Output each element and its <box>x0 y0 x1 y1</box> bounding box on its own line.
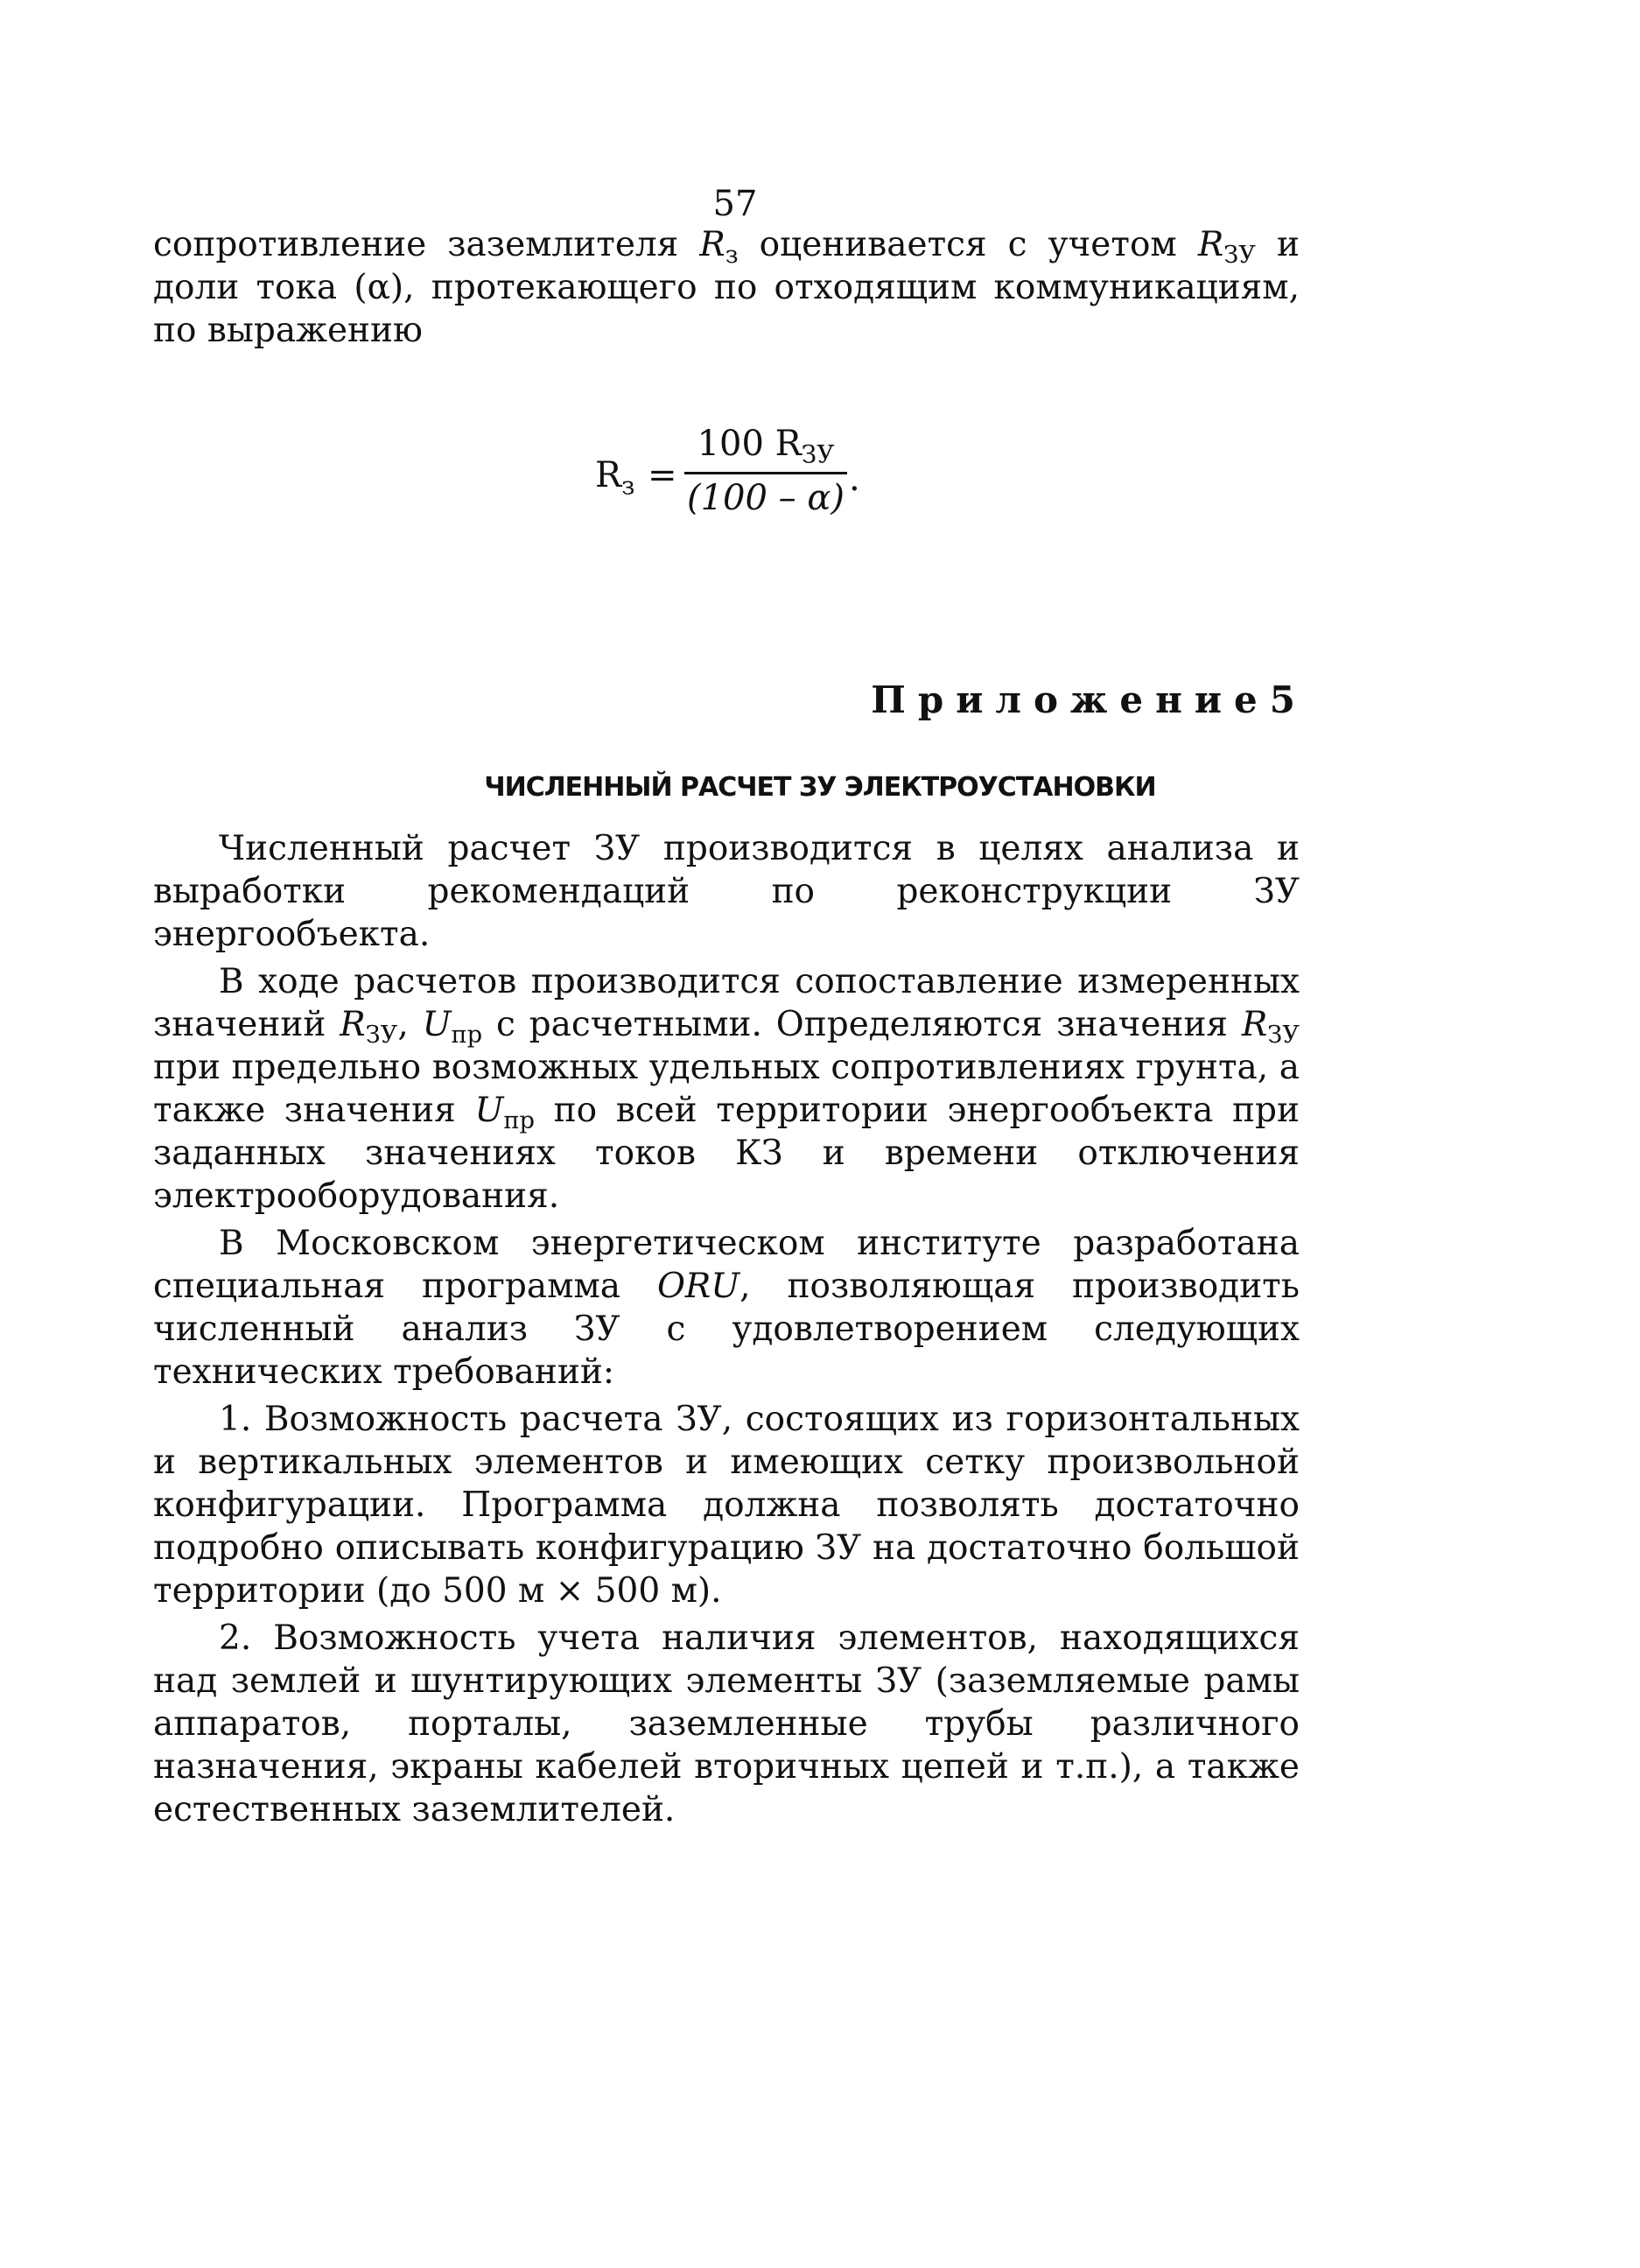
appendix-label: Приложение5 <box>871 678 1307 721</box>
body-text <box>153 827 1300 1831</box>
intro-text-2: оценивается с учетом <box>738 225 1198 264</box>
intro-paragraph <box>153 223 1300 352</box>
symbol-rzu: R <box>1197 225 1224 264</box>
formula-numerator: 100 $R_{ЗУ}$ <box>697 424 835 469</box>
formula-denominator: (100 – α) <box>687 478 845 518</box>
paragraph-4: 1. Возможность расчета ЗУ, состоящих из горизонтальных и вертикальных элементов и имеющих сетку произвольной конфигурации. Программа должна позволять достаточно подробно описывать конфигурацию ЗУ на достаточно большой территории (до 500 м × 500 м). <box>153 1400 1300 1611</box>
intro-text-1: сопротивление заземлителя <box>153 225 700 264</box>
symbol-r: R <box>699 225 725 264</box>
symbol-r-sub: з <box>725 242 739 270</box>
paragraph-1: Численный расчет ЗУ производится в целях анализа и выработки рекомендаций по реконструкции ЗУ энергообъекта. <box>153 829 1300 954</box>
formula-lhs: $R_з$ <box>595 455 635 501</box>
symbol-rzu-sub: ЗУ <box>1223 242 1256 270</box>
page-number: 57 <box>712 184 758 224</box>
section-title: ЧИСЛЕННЫЙ РАСЧЕТ ЗУ ЭЛЕКТРОУСТАНОВКИ <box>484 772 1156 803</box>
formula <box>595 424 910 537</box>
formula-period: . <box>849 459 860 499</box>
paragraph-5: 2. Возможность учета наличия элементов, находящихся над землей и шунтирующих элементы ЗУ (заземляемые рамы аппаратов, порталы, заземленные трубы различного назначения, экраны кабелей вторичных цепей и т.п.), а также естественных заземлителей. <box>153 1618 1300 1829</box>
program-name: ORU <box>656 1267 740 1306</box>
intro-text-3: и доли тока (α), протекающего по отходящим коммуникациям, по выражению <box>153 225 1300 350</box>
fraction-bar <box>684 472 847 474</box>
formula-equals: = <box>648 455 677 495</box>
paragraph-3: В Московском энергетическом институте разработана специальная программа ORU, позволяющая производить численный анализ ЗУ с удовлетворением следующих технических требований: <box>153 1224 1300 1392</box>
paragraph-2: В ходе расчетов производится сопоставление измеренных значений $R_{ЗУ}$, $U_{пр}$ с расчетными. Определяются значения $R_{ЗУ}$ при предельно возможных удельных сопротивлениях грунта, а также значения $U_{пр}$ по всей территории энергообъекта при заданных значениях токов КЗ и времени отключения электрооборудования. <box>153 962 1300 1216</box>
